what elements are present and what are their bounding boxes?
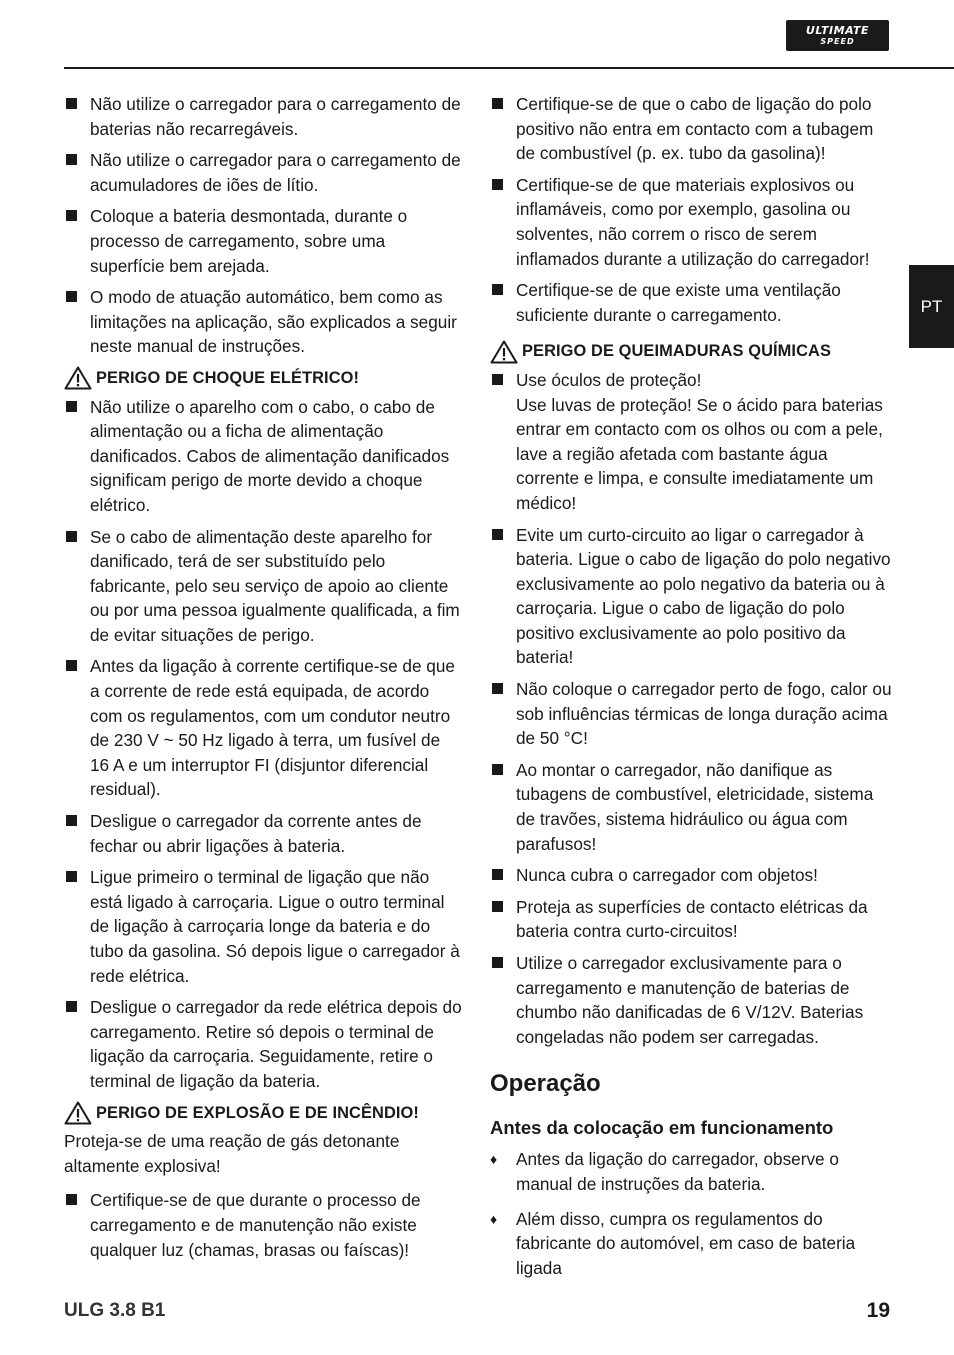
list-item (490, 368, 892, 516)
list-item (490, 278, 892, 327)
step-item (490, 1207, 892, 1281)
list-item-text: Certifique-se de que materiais explosivos ou inflamáveis, como por exemplo, gasolina ou solventes, não correm o risco de serem inflamados durante a utilização do carregador! (516, 174, 870, 269)
list-item (490, 951, 892, 1049)
square-bullet-icon (66, 815, 77, 826)
warning-triangle-icon (490, 340, 518, 364)
square-bullet-icon (66, 210, 77, 221)
list-item-text: Certifique-se de que durante o processo de carregamento e de manutenção não existe qualquer luz (chamas, brasas ou faíscas)! (90, 1190, 421, 1260)
brand-logo-line2: SPEED (820, 37, 855, 46)
right-column (490, 92, 892, 1287)
subsection-title: Antes da colocação em funcionamento (490, 1117, 834, 1139)
list-item-text: Certifique-se de que o cabo de ligação do polo positivo não entra em contacto com a tubagem de combustível (p. ex. tubo da gasolina)! (516, 94, 874, 164)
list-item-text: Coloque a bateria desmontada, durante o processo de carregamento, sobre uma superfície bem arejada. (90, 206, 408, 276)
left-column (64, 92, 464, 1269)
header-rule (64, 67, 954, 69)
square-bullet-icon (492, 179, 503, 190)
square-bullet-icon (492, 764, 503, 775)
list-item-text: Ao montar o carregador, não danifique as tubagens de combustível, eletricidade, sistema de travões, sistema hidráulico ou água com parafusos! (516, 759, 874, 854)
brand-logo-line1: ULTIMATE (805, 24, 870, 37)
list-item-text: Nunca cubra o carregador com objetos! (516, 865, 818, 886)
warning-heading-text: PERIGO DE QUEIMADURAS QUÍMICAS (522, 342, 831, 361)
list-item-text: Ligue primeiro o terminal de ligação que não está ligado à carroçaria. Ligue o outro terminal de ligação à carroçaria longe da bateria e do tubo da gasolina. Só depois ligue o carregador à rede elétrica. (90, 867, 460, 986)
list-item-text-continued: Use luvas de proteção! Se o ácido para baterias entrar em contacto com os olhos ou com a pele, lave a região afetada com bastante água corrente e limpa, e consulte imediatamente um médico! (516, 394, 883, 513)
list-item (64, 285, 464, 359)
step-item (490, 1147, 892, 1196)
list-item-text: Se o cabo de alimentação deste aparelho for danificado, terá de ser substituído pelo fabricante, pelo seu serviço de apoio ao cliente ou por uma pessoa igualmente qualificada, a fim de evitar situações de perigo. (90, 526, 460, 645)
list-item-text: Proteja as superfícies de contacto elétricas da bateria contra curto-circuitos! (516, 896, 868, 942)
square-bullet-icon (66, 1001, 77, 1012)
list-item (490, 523, 892, 671)
square-bullet-icon (492, 901, 503, 912)
warning-heading-shock (64, 366, 464, 391)
square-bullet-icon (492, 869, 503, 880)
square-bullet-icon (492, 957, 503, 968)
list-item (64, 995, 464, 1093)
list-item (64, 865, 464, 988)
square-bullet-icon (66, 871, 77, 882)
warning-heading-chemical (490, 339, 892, 364)
list-item (490, 863, 892, 888)
list-item (490, 758, 892, 856)
warning-triangle-icon (64, 1101, 92, 1125)
square-bullet-icon (66, 291, 77, 302)
list-item (490, 92, 892, 166)
square-bullet-icon (492, 284, 503, 295)
list-item (490, 677, 892, 751)
brand-logo (786, 20, 889, 51)
list-item (64, 654, 464, 802)
list-item-text: Desligue o carregador da corrente antes de fechar ou abrir ligações à bateria. (90, 811, 422, 856)
square-bullet-icon (492, 529, 503, 540)
square-bullet-icon (66, 660, 77, 671)
step-item-text: Antes da ligação do carregador, observe o manual de instruções da bateria. (516, 1149, 839, 1194)
explosion-paragraph: Proteja-se de uma reação de gás detonante altamente explosiva! (64, 1131, 400, 1176)
list-item-text: Utilize o carregador exclusivamente para o carregamento e manutenção de baterias de chumbo não danificadas de 6 V/12V. Baterias congeladas não podem ser carregadas. (516, 953, 864, 1047)
list-item (64, 148, 464, 197)
square-bullet-icon (492, 98, 503, 109)
list-item-text: Evite um curto-circuito ao ligar o carregador à bateria. Ligue o cabo de ligação do polo negativo exclusivamente ao polo negativo da bateria ou à carroçaria. Ligue o cabo de ligação do polo positivo exclusivamente ao polo positivo da bateria! (516, 524, 891, 668)
list-item-text: O modo de atuação automático, bem como as limitações na aplicação, são explicados a seguir neste manual de instruções. (90, 287, 457, 357)
footer-model-number: ULG 3.8 B1 (64, 1300, 166, 1321)
list-item-text: Desligue o carregador da rede elétrica depois do carregamento. Retire só depois o terminal de ligação da carroçaria. Seguidamente, retire o terminal de ligação da bateria. (90, 997, 462, 1091)
language-tab: PT (909, 265, 954, 348)
square-bullet-icon (66, 531, 77, 542)
list-item-text: Não utilize o carregador para o carregamento de baterias não recarregáveis. (90, 94, 461, 139)
list-item (490, 895, 892, 944)
section-title: Operação (490, 1070, 601, 1098)
warning-heading-text: PERIGO DE EXPLOSÃO E DE INCÊNDIO! (96, 1103, 419, 1122)
list-item (64, 525, 464, 648)
list-item (64, 395, 464, 518)
list-item-text: Use óculos de proteção! (516, 369, 702, 390)
square-bullet-icon (66, 98, 77, 109)
list-item-text: Certifique-se de que existe uma ventilação suficiente durante o carregamento. (516, 280, 841, 325)
list-item (64, 1188, 464, 1262)
square-bullet-icon (66, 154, 77, 165)
list-item-text: Não coloque o carregador perto de fogo, calor ou sob influências térmicas de longa duração acima de 50 °C! (516, 679, 892, 749)
square-bullet-icon (66, 1194, 77, 1205)
list-item (490, 173, 892, 271)
square-bullet-icon (66, 401, 77, 412)
list-item-text: Não utilize o carregador para o carregamento de acumuladores de iões de lítio. (90, 150, 461, 195)
warning-triangle-icon (64, 366, 92, 390)
step-item-text: Além disso, cumpra os regulamentos do fabricante do automóvel, em caso de bateria ligada (516, 1208, 856, 1278)
diamond-bullet-icon: ♦ (490, 1151, 498, 1168)
warning-heading-explosion (64, 1101, 464, 1126)
list-item (64, 92, 464, 141)
list-item-text: Não utilize o aparelho com o cabo, o cabo de alimentação ou a ficha de alimentação danificados. Cabos de alimentação danificados significam perigo de morte devido a choque elétrico. (90, 396, 450, 515)
list-item (64, 204, 464, 278)
warning-heading-text: PERIGO DE CHOQUE ELÉTRICO! (96, 368, 360, 387)
diamond-bullet-icon: ♦ (490, 1210, 498, 1227)
square-bullet-icon (492, 683, 503, 694)
list-item (64, 809, 464, 858)
footer-page-number: 19 (866, 1299, 890, 1322)
list-item-text: Antes da ligação à corrente certifique-se de que a corrente de rede está equipada, de acordo com os regulamentos, com um condutor neutro de 230 V ~ 50 Hz ligado à terra, um fusível de 16 A e um interruptor FI (disjuntor diferencial residual). (90, 656, 455, 800)
square-bullet-icon (492, 374, 503, 385)
